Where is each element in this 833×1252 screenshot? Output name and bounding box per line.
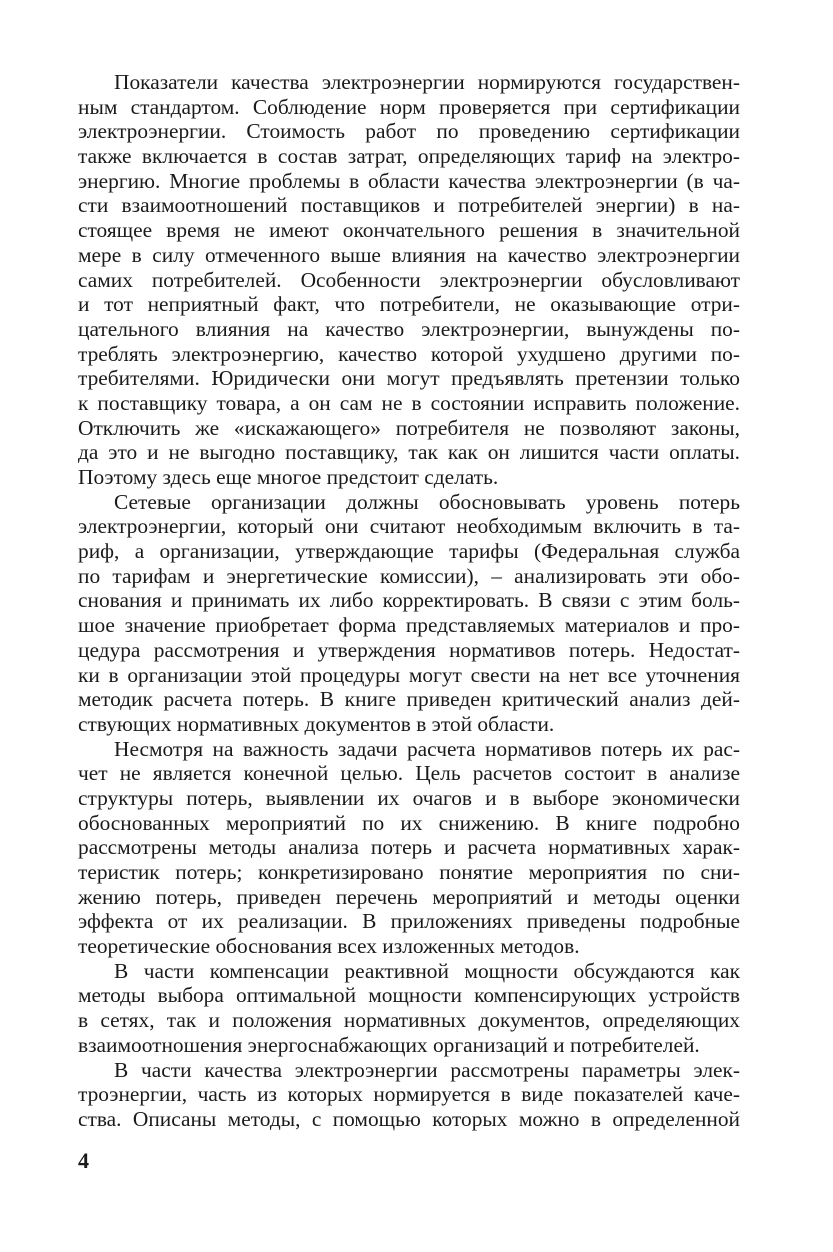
text-line: цательного влияния на качество электроэнергии, вынуждены по-	[78, 316, 740, 341]
text-line: электроэнергии. Стоимость работ по проведению сертификации	[78, 119, 740, 144]
text-line: шое значение приобретает форма представляемых материалов и про-	[78, 613, 740, 638]
text-line: В части качества электроэнергии рассмотрены параметры элек-	[114, 1057, 740, 1082]
text-line: ным стандартом. Соблюдение норм проверяется при сертификации	[78, 94, 740, 119]
text-line: ки в организации этой процедуры могут свести на нет все уточнения	[78, 662, 740, 687]
text-line: троэнергии, часть из которых нормируется в виде показателей каче-	[78, 1082, 740, 1107]
text-line: В части компенсации реактивной мощности обсуждаются как	[114, 958, 740, 983]
text-line: структуры потерь, выявлении их очагов и в выборе экономически	[78, 785, 740, 810]
text-line: треблять электроэнергию, качество которой ухудшено другими по-	[78, 341, 740, 366]
text-line: риф, а организации, утверждающие тарифы (Федеральная служба	[78, 539, 740, 564]
paragraph	[78, 737, 740, 959]
text-line: Поэтому здесь еще многое предстоит сделать.	[78, 465, 499, 489]
paragraph	[78, 490, 740, 737]
text-line: ствующих нормативных документов в этой области.	[78, 711, 555, 736]
text-line: методик расчета потерь. В книге приведен критический анализ дей-	[78, 687, 740, 712]
text-line: взаимоотношения энергоснабжающих организаций и потребителей.	[78, 1032, 700, 1057]
text-line: также включается в состав затрат, определяющих тариф на электро-	[78, 144, 740, 169]
text-line: эффекта от их реализации. В приложениях приведены подробные	[78, 909, 740, 934]
text-line: теристик потерь; конкретизировано понятие мероприятия по сни-	[78, 860, 740, 884]
text-line: и тот неприятный факт, что потребители, не оказывающие отри-	[78, 292, 740, 317]
text-line: Несмотря на важность задачи расчета нормативов потерь их рас-	[114, 736, 740, 761]
page-body	[78, 70, 740, 1132]
text-line: методы выбора оптимальной мощности компенсирующих устройств	[78, 983, 740, 1008]
text-line: жению потерь, приведен перечень мероприятий и методы оценки	[78, 884, 740, 909]
text-line: чет не является конечной целью. Цель расчетов состоит в анализе	[78, 761, 740, 786]
text-line: мере в силу отмеченного выше влияния на качество электроэнергии	[78, 242, 740, 267]
text-line: теоретические обоснования всех изложенных методов.	[78, 934, 580, 959]
text-line: рассмотрены методы анализа потерь и расчета нормативных харак-	[78, 835, 740, 860]
text-line: электроэнергии, который они считают необходимым включить в та-	[78, 514, 740, 539]
paragraph	[78, 70, 740, 490]
text-line: в сетях, так и положения нормативных документов, определяющих	[78, 1008, 740, 1033]
page-number: 4	[78, 1148, 89, 1173]
text-line: к поставщику товара, а он сам не в состоянии исправить положение.	[78, 390, 740, 415]
text-line: да это и не выгодно поставщику, так как он лишится части оплаты.	[78, 440, 740, 465]
text-line: ства. Описаны методы, с помощью которых можно в определенной	[78, 1106, 740, 1131]
text-line: по тарифам и энергетические комиссии), – анализировать эти обо-	[78, 563, 740, 588]
text-line: Отключить же «искажающего» потребителя не позволяют законы,	[78, 415, 740, 440]
paragraph	[78, 1058, 740, 1132]
text-line: снования и принимать их либо корректировать. В связи с этим боль-	[78, 588, 740, 613]
text-line: требителями. Юридически они могут предъявлять претензии только	[78, 366, 740, 391]
text-line: энергию. Многие проблемы в области качества электроэнергии (в ча-	[78, 168, 740, 193]
text-line: обоснованных мероприятий по их снижению. В книге подробно	[78, 810, 740, 835]
text-line: цедура рассмотрения и утверждения нормативов потерь. Недостат-	[78, 637, 740, 662]
text-line: сти взаимоотношений поставщиков и потребителей энергии) в на-	[78, 193, 740, 218]
text-line: стоящее время не имеют окончательного решения в значительной	[78, 218, 740, 243]
paragraph	[78, 959, 740, 1058]
text-line: Показатели качества электроэнергии нормируются государствен-	[114, 70, 740, 94]
text-line: самих потребителей. Особенности электроэнергии обусловливают	[78, 267, 740, 292]
text-line: Сетевые организации должны обосновывать уровень потерь	[114, 489, 740, 514]
